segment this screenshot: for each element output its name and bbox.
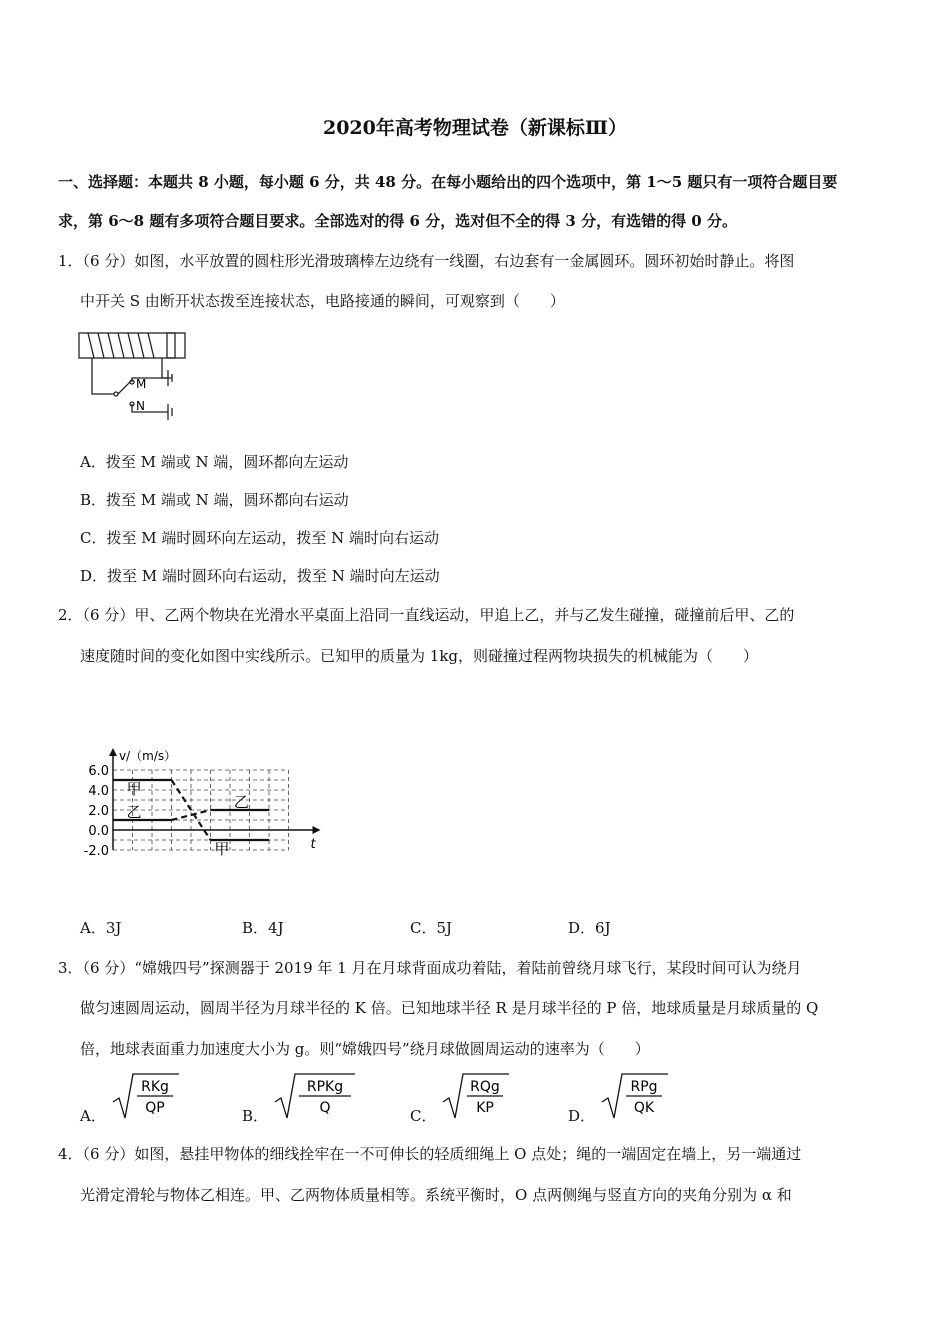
q1-option-a: A．拨至 M 端或 N 端，圆环都向左运动: [80, 453, 349, 471]
coil-circuit-figure: [76, 330, 191, 422]
y-tick-label: 2.0: [88, 804, 109, 819]
y-tick-label: 4.0: [88, 784, 109, 799]
question-2-line-1: 2．（6 分）甲、乙两个物块在光滑水平桌面上沿同一直线运动，甲追上乙，并与乙发生碰撞，碰撞前后甲、乙的: [58, 606, 795, 624]
series-label: 乙: [233, 793, 249, 811]
q1-option-b: B．拨至 M 端或 N 端，圆环都向右运动: [80, 491, 349, 509]
option-letter: C．: [410, 1107, 437, 1125]
terminal-n-label: N: [136, 399, 145, 413]
q3-option-b: [242, 1072, 357, 1126]
q2-option-d: D．6J: [568, 919, 611, 937]
switch-s: [118, 382, 130, 394]
sqrt-fraction: [441, 1072, 511, 1122]
y-axis-label: v/（m/s）: [119, 749, 177, 763]
option-letter: A．: [80, 1107, 106, 1125]
numerator: RPg: [630, 1079, 658, 1095]
x-axis-arrow: [313, 826, 321, 834]
q1-option-c: C．拨至 M 端时圆环向左运动，拨至 N 端时向右运动: [80, 529, 440, 547]
y-axis-arrow: [109, 748, 117, 756]
question-4-line-2: 光滑定滑轮与物体乙相连。甲、乙两物体质量相等。系统平衡时，O 点两侧绳与竖直方向的夹角分别为 α 和: [80, 1186, 792, 1204]
question-4-line-1: 4．（6 分）如图，悬挂甲物体的细线拴牢在一不可伸长的轻质细绳上 O 点处；绳的一端固定在墙上，另一端通过: [58, 1145, 802, 1163]
numerator: RPKg: [306, 1079, 343, 1095]
metal-ring: [167, 333, 175, 358]
q3-option-a: [80, 1072, 181, 1126]
sqrt-fraction: [600, 1072, 670, 1122]
denominator: QK: [633, 1100, 654, 1116]
q3-option-c: [410, 1072, 511, 1126]
velocity-time-chart: [76, 680, 326, 880]
y-tick-label: 6.0: [88, 764, 109, 779]
numerator: RQg: [470, 1079, 501, 1095]
series-label: 乙: [126, 803, 142, 821]
coil-winding: [88, 333, 154, 358]
question-3-line-3: 倍，地球表面重力加速度大小为 g。则“嫦娥四号”绕月球做圆周运动的速率为（ ）: [80, 1040, 650, 1058]
sqrt-fraction: [111, 1072, 181, 1122]
denominator: QP: [144, 1100, 165, 1116]
y-tick-label: -2.0: [83, 844, 109, 859]
sqrt-fraction: [273, 1072, 357, 1122]
question-3-line-1: 3．（6 分）“嫦娥四号”探测器于 2019 年 1 月在月球背面成功着陆，着陆前曾绕月球飞行，某段时间可认为绕月: [58, 959, 802, 977]
q3-option-d: [568, 1072, 670, 1126]
q1-option-d: D．拨至 M 端时圆环向右运动，拨至 N 端时向左运动: [80, 567, 440, 585]
option-letter: D．: [568, 1107, 596, 1125]
terminal-m-label: M: [136, 377, 147, 391]
q2-option-b: B．4J: [242, 919, 284, 937]
question-2-line-2: 速度随时间的变化如图中实线所示。已知甲的质量为 1kg，则碰撞过程两物块损失的机械能为（ ）: [80, 647, 759, 665]
q2-option-c: C．5J: [410, 919, 453, 937]
glass-rod: [79, 333, 185, 358]
series-segment-乙: [172, 810, 211, 820]
series-label: 甲: [214, 840, 230, 858]
section-heading-line-1: 一、选择题：本题共 8 小题，每小题 6 分，共 48 分。在每小题给出的四个选项中，第 1～5 题只有一项符合题目要: [58, 173, 838, 191]
page-title: 2020年高考物理试卷（新课标Ⅲ）: [322, 117, 628, 139]
question-1-line-2: 中开关 S 由断开状态拨至连接状态，电路接通的瞬间，可观察到（ ）: [80, 292, 565, 310]
option-letter: B．: [242, 1107, 269, 1125]
denominator: KP: [476, 1100, 495, 1116]
numerator: RKg: [140, 1079, 169, 1095]
series-label: 甲: [126, 780, 142, 798]
y-tick-label: 0.0: [88, 824, 109, 839]
q2-option-a: A．3J: [80, 919, 122, 937]
wire-left: [92, 358, 114, 394]
question-1-line-1: 1．（6 分）如图，水平放置的圆柱形光滑玻璃棒左边绕有一线圈，右边套有一金属圆环。圆环初始时静止。将图: [58, 252, 795, 270]
x-axis-label: t: [310, 837, 316, 852]
denominator: Q: [319, 1100, 331, 1116]
question-3-line-2: 做匀速圆周运动，圆周半径为月球半径的 K 倍。已知地球半径 R 是月球半径的 P 倍，地球质量是月球质量的 Q: [80, 999, 819, 1017]
section-heading-line-2: 求，第 6～8 题有多项符合题目要求。全部选对的得 6 分，选对但不全的得 3 分，有选错的得 0 分。: [58, 212, 737, 230]
